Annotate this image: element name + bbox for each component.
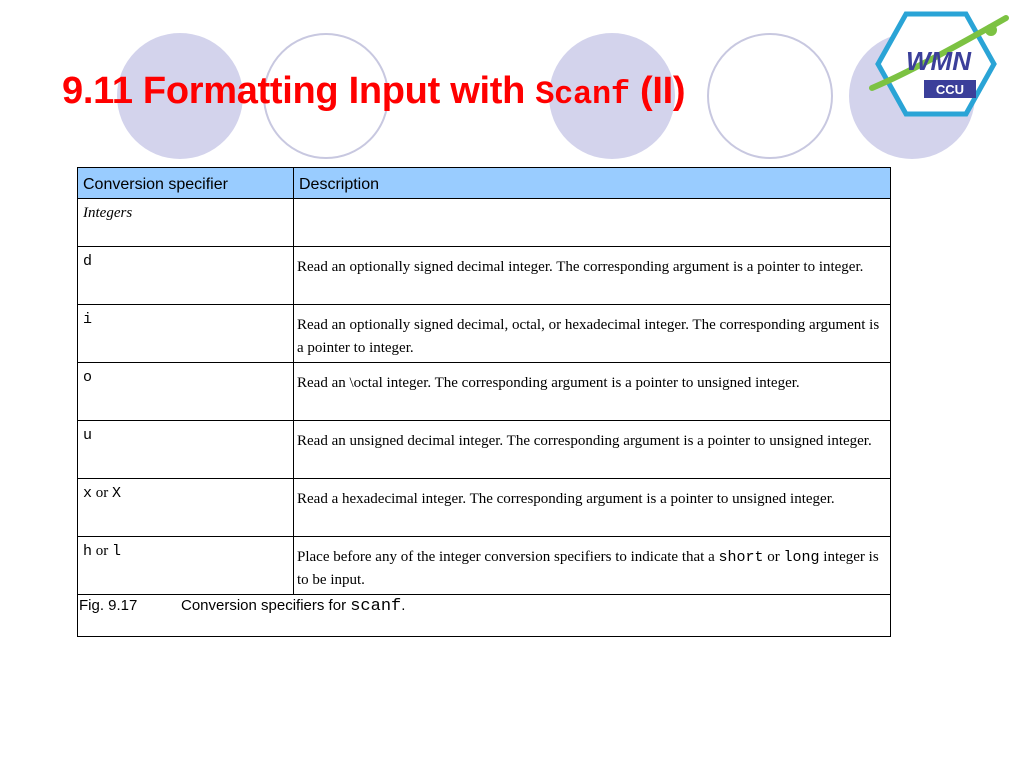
- table-header-row: [78, 168, 891, 199]
- specifier-cell: [78, 247, 294, 305]
- specifier-code: x: [83, 485, 93, 502]
- logo-text: WMN: [906, 46, 971, 76]
- title-prefix: 9.11 Formatting Input with: [62, 70, 536, 112]
- specifier-code: X: [112, 485, 122, 502]
- description-text: integer is to be input.: [297, 549, 879, 588]
- specifier-code: o: [83, 369, 93, 386]
- specifier-cell: [78, 363, 294, 421]
- figure-number: Fig. 9.17: [79, 597, 138, 614]
- page-title: [62, 70, 685, 113]
- table-row: [78, 305, 891, 363]
- description-cell: Read an \octal integer. The corresponding argument is a pointer to unsigned integer.: [294, 363, 891, 421]
- specifier-code: u: [83, 427, 93, 444]
- specifier-cell: [78, 537, 294, 595]
- keyword-short: short: [718, 549, 764, 566]
- description-cell: [294, 537, 891, 595]
- specifier-or: or: [92, 543, 113, 559]
- column-header-specifier: Conversion specifier: [78, 168, 294, 199]
- description-cell: Read an optionally signed decimal integer. The corresponding argument is a pointer to integer.: [294, 247, 891, 305]
- description-cell: Read an optionally signed decimal, octal, or hexadecimal integer. The corresponding argument is a pointer to integer.: [294, 305, 891, 363]
- specifier-code: i: [83, 311, 93, 328]
- conversion-specifier-table: [77, 167, 891, 637]
- specifier-cell: [78, 421, 294, 479]
- keyword-long: long: [783, 549, 820, 566]
- specifier-code: d: [83, 253, 93, 270]
- specifier-code: h: [83, 543, 93, 560]
- specifier-cell: [78, 479, 294, 537]
- caption-text: Conversion specifiers for: [181, 597, 351, 614]
- title-code: Scanf: [535, 76, 630, 113]
- description-cell: Read an unsigned decimal integer. The corresponding argument is a pointer to unsigned integer.: [294, 421, 891, 479]
- logo-subtext: CCU: [935, 82, 965, 97]
- deco-circle: [708, 34, 832, 158]
- empty-cell: [294, 199, 891, 247]
- table-row: [78, 421, 891, 479]
- specifier-cell: [78, 305, 294, 363]
- section-row: [78, 199, 891, 247]
- table-row: [78, 479, 891, 537]
- column-header-description: Description: [294, 168, 891, 199]
- table-row: [78, 363, 891, 421]
- description-text: Place before any of the integer conversion specifiers to indicate that a: [297, 549, 719, 565]
- description-cell: Read a hexadecimal integer. The corresponding argument is a pointer to unsigned integer.: [294, 479, 891, 537]
- specifier-or: or: [92, 485, 113, 501]
- figure-caption: [78, 595, 891, 637]
- section-label: Integers: [78, 199, 294, 247]
- caption-code: scanf: [350, 597, 402, 616]
- table-row: [78, 537, 891, 595]
- specifier-code: l: [112, 543, 122, 560]
- caption-end: .: [401, 597, 406, 614]
- wmn-ccu-logo: [866, 8, 1016, 128]
- description-text: or: [763, 549, 784, 565]
- caption-row: [78, 595, 891, 637]
- title-suffix: (II): [629, 70, 686, 112]
- table-row: [78, 247, 891, 305]
